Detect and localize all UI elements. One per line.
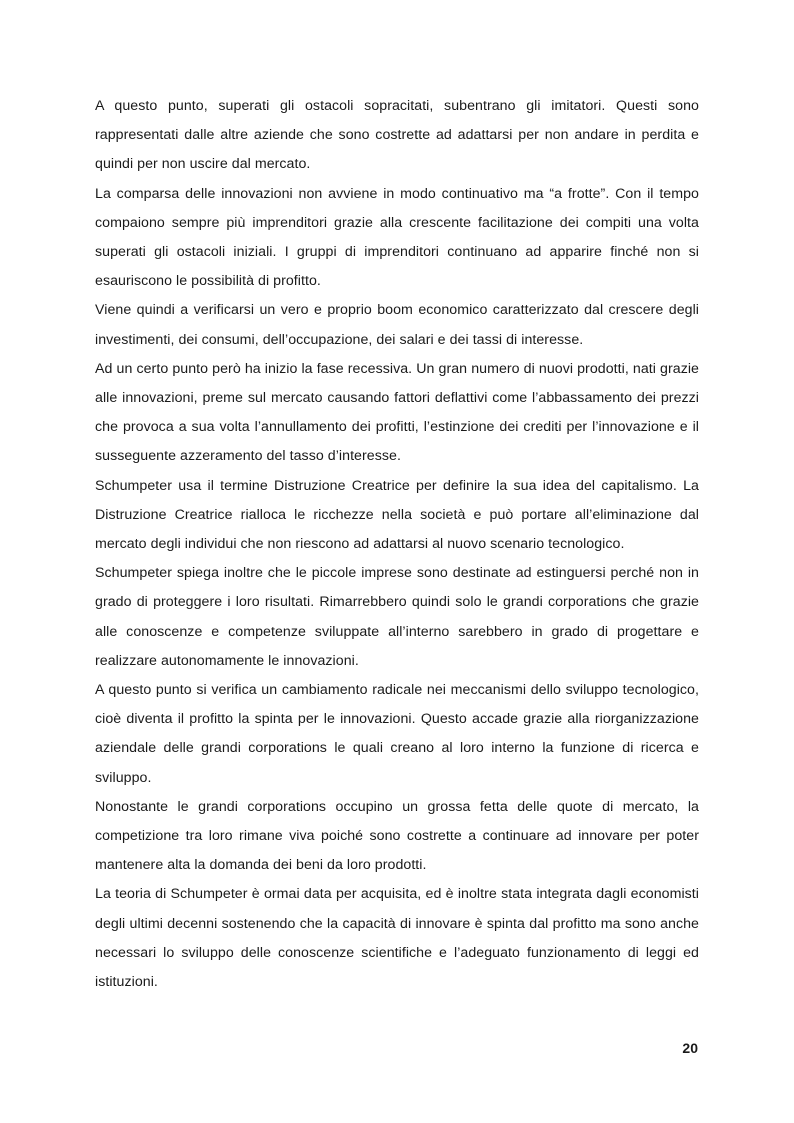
paragraph-creative-destruction: Schumpeter usa il termine Distruzione Creatrice per definire la sua idea del capitalismo. La Distruzione Creatrice rialloca le ricchezze nella società e può portare all’eliminazione dal mercato degli individui che non riescono ad adattarsi al nuovo scenario tecnologico. [95, 477, 699, 553]
document-body [95, 92, 699, 997]
paragraph-radical-change: A questo punto si verifica un cambiamento radicale nei meccanismi dello sviluppo tecnologico, cioè diventa il profitto la spinta per le innovazioni. Questo accade grazie alla riorganizzazione aziendale delle grandi corporations le quali creano al loro interno la funzione di ricerca e sviluppo. [95, 682, 699, 786]
paragraph-competition: Nonostante le grandi corporations occupino un grossa fetta delle quote di mercato, la competizione tra loro rimane viva poiché sono costrette a continuare ad innovare per poter mantenere alta la domanda dei beni da loro prodotti. [95, 798, 699, 874]
paragraph-innovations-a-frotte: La comparsa delle innovazioni non avviene in modo continuativo ma “a frotte”. Con il tempo compaiono sempre più imprenditori grazie alla crescente facilitazione dei compiti una volta superati gli ostacoli iniziali. I gruppi di imprenditori continuano ad apparire finché non si esauriscono le possibilità di profitto. [95, 185, 699, 290]
paragraph-economic-boom: Viene quindi a verificarsi un vero e proprio boom economico caratterizzato dal crescere degli investimenti, dei consumi, dell’occupazione, dei salari e dei tassi di interesse. [95, 302, 699, 348]
paragraph-schumpeter-theory: La teoria di Schumpeter è ormai data per acquisita, ed è inoltre stata integrata dagli economisti degli ultimi decenni sostenendo che la capacità di innovare è spinta dal profitto ma sono anche necessari lo sviluppo delle conoscenze scientifiche e l’adeguato funzionamento di leggi ed istituzioni. [95, 886, 699, 991]
paragraph-imitators: A questo punto, superati gli ostacoli sopracitati, subentrano gli imitatori. Questi sono rappresentati dalle altre aziende che sono costrette ad adattarsi per non andare in perdita e quindi per non uscire dal mercato. [95, 98, 699, 173]
page-number: 20 [682, 1040, 698, 1056]
paragraph-small-firms: Schumpeter spiega inoltre che le piccole imprese sono destinate ad estinguersi perché non in grado di proteggere i loro risultati. Rimarrebbero quindi solo le grandi corporations che grazie alle conoscenze e competenze sviluppate all’interno sarebbero in grado di progettare e realizzare autonomamente le innovazioni. [95, 565, 699, 669]
paragraph-recession: Ad un certo punto però ha inizio la fase recessiva. Un gran numero di nuovi prodotti, nati grazie alle innovazioni, preme sul mercato causando fattori deflattivi come l’abbassamento dei prezzi che provoca a sua volta l’annullamento dei profitti, l’estinzione dei crediti per l’innovazione e il susseguente azzeramento del tasso d’interesse. [95, 360, 699, 465]
